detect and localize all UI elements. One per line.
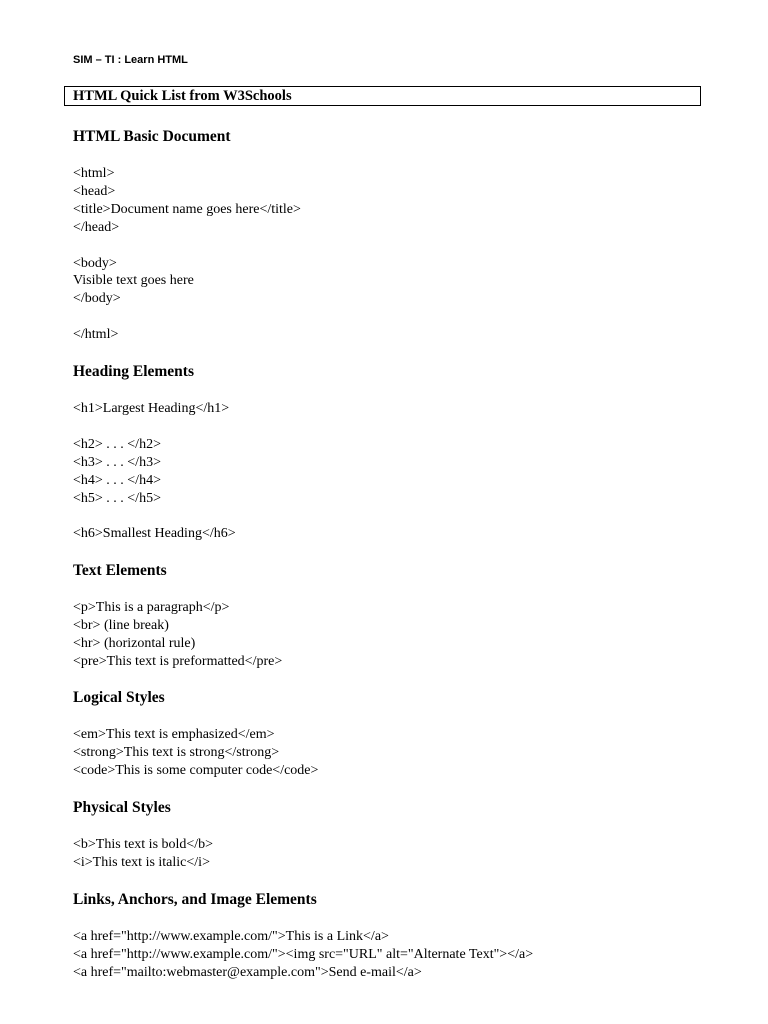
section-heading: Logical Styles: [73, 689, 165, 706]
code-line: <h3> . . . </h3>: [73, 454, 161, 470]
code-line: <hr> (horizontal rule): [73, 635, 196, 651]
code-line: </html>: [73, 327, 119, 343]
code-line: <h2> . . . </h2>: [73, 436, 161, 452]
code-line: <h1>Largest Heading</h1>: [73, 401, 230, 416]
section-heading: Text Elements: [73, 562, 167, 579]
code-line: <strong>This text is strong</strong>: [73, 744, 280, 760]
code-line: <body>: [73, 255, 117, 271]
code-line: <a href="mailto:webmaster@example.com">Send e-mail</a>: [73, 964, 422, 980]
code-line: <i>This text is italic</i>: [73, 854, 210, 870]
title-box: HTML Quick List from W3Schools: [64, 86, 701, 106]
code-line: <h6>Smallest Heading</h6>: [73, 526, 236, 542]
running-header: SIM – TI : Learn HTML: [73, 54, 188, 66]
code-line: <em>This text is emphasized</em>: [73, 727, 275, 742]
code-line: </head>: [73, 219, 120, 235]
section-heading: HTML Basic Document: [73, 128, 231, 145]
code-line: <br> (line break): [73, 617, 169, 633]
code-line: <html>: [73, 166, 115, 181]
code-line: <title>Document name goes here</title>: [73, 201, 301, 217]
code-line: <a href="http://www.example.com/">This is a Link</a>: [73, 929, 389, 944]
section-heading: Heading Elements: [73, 363, 194, 380]
code-line: Visible text goes here: [73, 273, 194, 289]
code-line: <head>: [73, 183, 116, 199]
code-line: <a href="http://www.example.com/"><img src="URL" alt="Alternate Text"></a>: [73, 946, 534, 962]
code-line: <h4> . . . </h4>: [73, 472, 161, 488]
code-line: <h5> . . . </h5>: [73, 490, 161, 506]
section-heading: Links, Anchors, and Image Elements: [73, 891, 317, 908]
section-heading: Physical Styles: [73, 799, 171, 816]
code-line: <pre>This text is preformatted</pre>: [73, 653, 283, 669]
code-line: <b>This text is bold</b>: [73, 837, 214, 852]
code-line: <p>This is a paragraph</p>: [73, 600, 230, 615]
code-line: <code>This is some computer code</code>: [73, 762, 319, 778]
code-line: </body>: [73, 291, 121, 307]
